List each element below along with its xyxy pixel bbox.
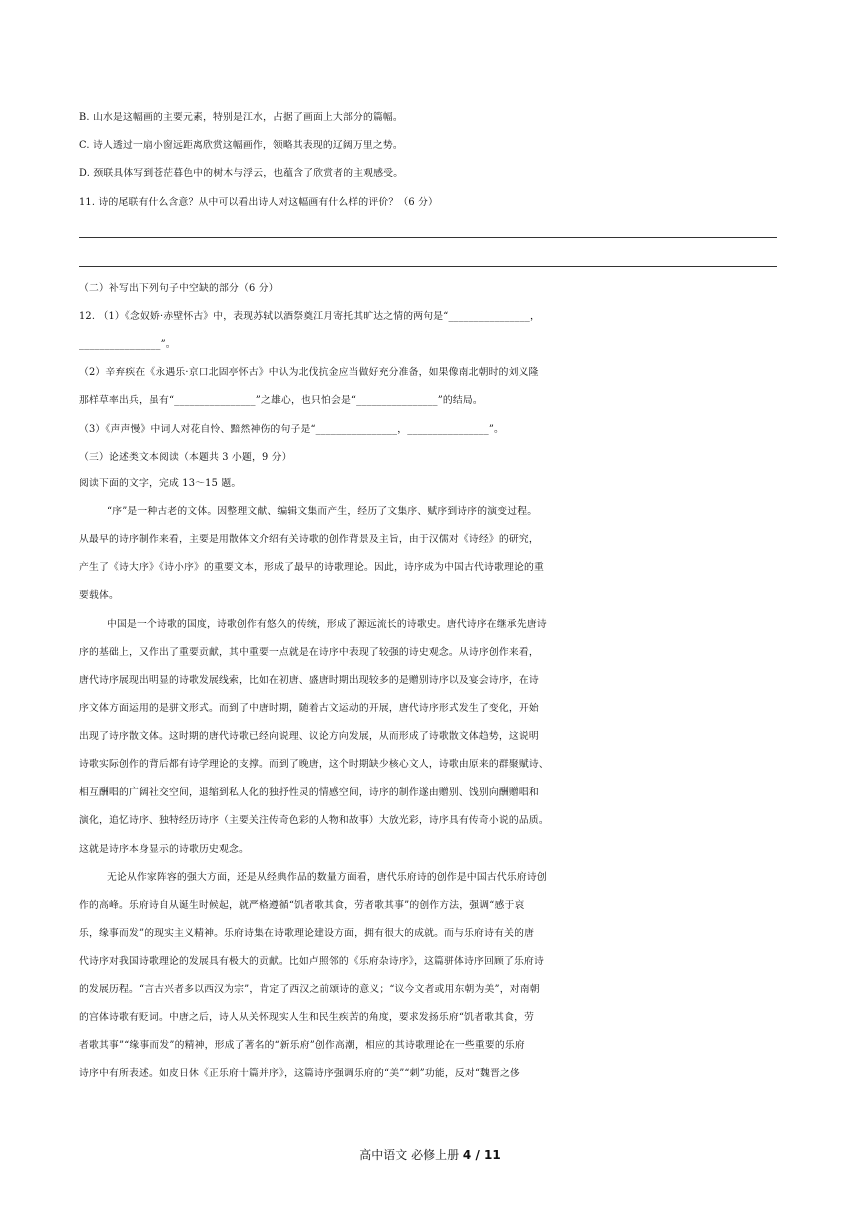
passage-line: 出现了诗序散文体。这时期的唐代诗歌已经向说理、议论方向发展，从而形成了诗歌散文体趋势，这说明 xyxy=(79,731,539,742)
passage-line: 中国是一个诗歌的国度，诗歌创作有悠久的传统，形成了源远流长的诗歌史。唐代诗序在继承先唐诗 xyxy=(107,619,547,630)
passage-line: 的发展历程。“言古兴者多以西汉为宗”，肯定了西汉之前颂诗的意义；“议今文者或用东朝为美”，对南朝 xyxy=(79,984,540,995)
passage-line: 演化，追忆诗序、独特经历诗序（主要关注传奇色彩的人物和故事）大放光彩，诗序具有传奇小说的品质。 xyxy=(79,815,549,826)
passage-line: 诗序中有所表述。如皮日休《正乐府十篇并序》，这篇诗序强调乐府的“美”“刺”功能，反对“魏晋之侈 xyxy=(79,1068,521,1079)
passage-line: 乐，缘事而发”的现实主义精神。乐府诗集在诗歌理论建设方面，拥有很大的成就。而与乐府诗有关的唐 xyxy=(79,928,535,939)
passage-line: 无论从作家阵容的强大方面，还是从经典作品的数量方面看，唐代乐府诗的创作是中国古代乐府诗创 xyxy=(107,872,547,883)
passage-line: 相互酬唱的广阔社交空间，退缩到私人化的独抒性灵的情感空间，诗序的制作遂由赠别、饯别向酬赠唱和 xyxy=(79,787,539,798)
passage-line: 这就是诗序本身显示的诗歌历史观念。 xyxy=(79,844,249,855)
page-number: 4 / 11 xyxy=(462,1148,501,1162)
question-12-1b: ________________”。 xyxy=(79,339,176,350)
question-12-2a: （2）辛弃疾在《永遇乐·京口北固亭怀古》中认为北伐抗金应当做好充分准备，如果像南北朝时的刘义隆 xyxy=(79,367,539,378)
reading-instruction: 阅读下面的文字，完成 13～15 题。 xyxy=(79,478,242,489)
question-12-3: （3）《声声慢》中词人对花自怜、黯然神伤的句子是“________________，________________”。 xyxy=(79,424,505,435)
passage-line: 唐代诗序展现出明显的诗歌发展线索，比如在初唐、盛唐时期出现较多的是赠别诗序以及宴会诗序，在诗 xyxy=(79,675,539,686)
footer-course: 高中语文 必修上册 xyxy=(359,1148,463,1162)
section-2-title: （二）补写出下列句子中空缺的部分（6 分） xyxy=(79,283,279,294)
passage-line: 要载体。 xyxy=(79,590,119,601)
passage-line: 代诗序对我国诗歌理论的发展具有极大的贡献。比如卢照邻的《乐府杂诗序》，这篇骈体诗序回顾了乐府诗 xyxy=(79,956,544,967)
option-c: C. 诗人透过一扇小窗远距离欣赏这幅画作，领略其表现的辽阔万里之势。 xyxy=(79,140,403,151)
answer-line-2[interactable] xyxy=(79,266,777,267)
option-d: D. 颈联具体写到苍茫暮色中的树木与浮云，也蕴含了欣赏者的主观感受。 xyxy=(79,168,404,179)
passage-line: 从最早的诗序制作来看，主要是用散体文介绍有关诗歌的创作背景及主旨，由于汉儒对《诗经》的研究， xyxy=(79,534,539,545)
question-11: 11. 诗的尾联有什么含意？从中可以看出诗人对这幅画有什么样的评价？（6 分） xyxy=(79,197,439,208)
passage-line: “序”是一种古老的文体。因整理文献、编辑文集而产生，经历了文集序、赋序到诗序的演变过程。 xyxy=(107,506,538,517)
answer-line-1[interactable] xyxy=(79,237,777,238)
question-12-1a: 12. （1）《念奴娇·赤壁怀古》中，表现苏轼以酒祭奠江月寄托其旷达之情的两句是“________________， xyxy=(79,311,541,322)
passage-line: 诗歌实际创作的背后都有诗学理论的支撑。而到了晚唐，这个时期缺少核心文人，诗歌由原来的群聚赋诗、 xyxy=(79,759,549,770)
passage-line: 者歌其事”“缘事而发”的精神，形成了著名的“新乐府”创作高潮，相应的其诗歌理论在一些重要的乐府 xyxy=(79,1040,525,1051)
section-3-title: （三）论述类文本阅读（本题共 3 小题，9 分） xyxy=(79,452,292,463)
passage-line: 的宫体诗歌有贬词。中唐之后，诗人从关怀现实人生和民生疾苦的角度，要求发扬乐府“饥者歌其食，劳 xyxy=(79,1012,535,1023)
option-b: B. 山水是这幅画的主要元素，特别是江水，占据了画面上大部分的篇幅。 xyxy=(79,112,403,123)
passage-line: 产生了《诗大序》《诗小序》的重要文本，形成了最早的诗歌理论。因此，诗序成为中国古代诗歌理论的重 xyxy=(79,562,544,573)
page-footer xyxy=(0,1147,860,1163)
passage-line: 作的高峰。乐府诗自从诞生时候起，就严格遵循“饥者歌其食，劳者歌其事”的创作方法，强调“感于哀 xyxy=(79,900,525,911)
question-12-2b: 那样草率出兵，虽有“________________”之雄心，也只怕会是“________________”的结局。 xyxy=(79,395,483,406)
passage-line: 序文体方面运用的是骈文形式。而到了中唐时期，随着古文运动的开展，唐代诗序形式发生了变化，开始 xyxy=(79,703,539,714)
passage-line: 序的基础上，又作出了重要贡献，其中重要一点就是在诗序中表现了较强的诗史观念。从诗序创作来看， xyxy=(79,647,539,658)
